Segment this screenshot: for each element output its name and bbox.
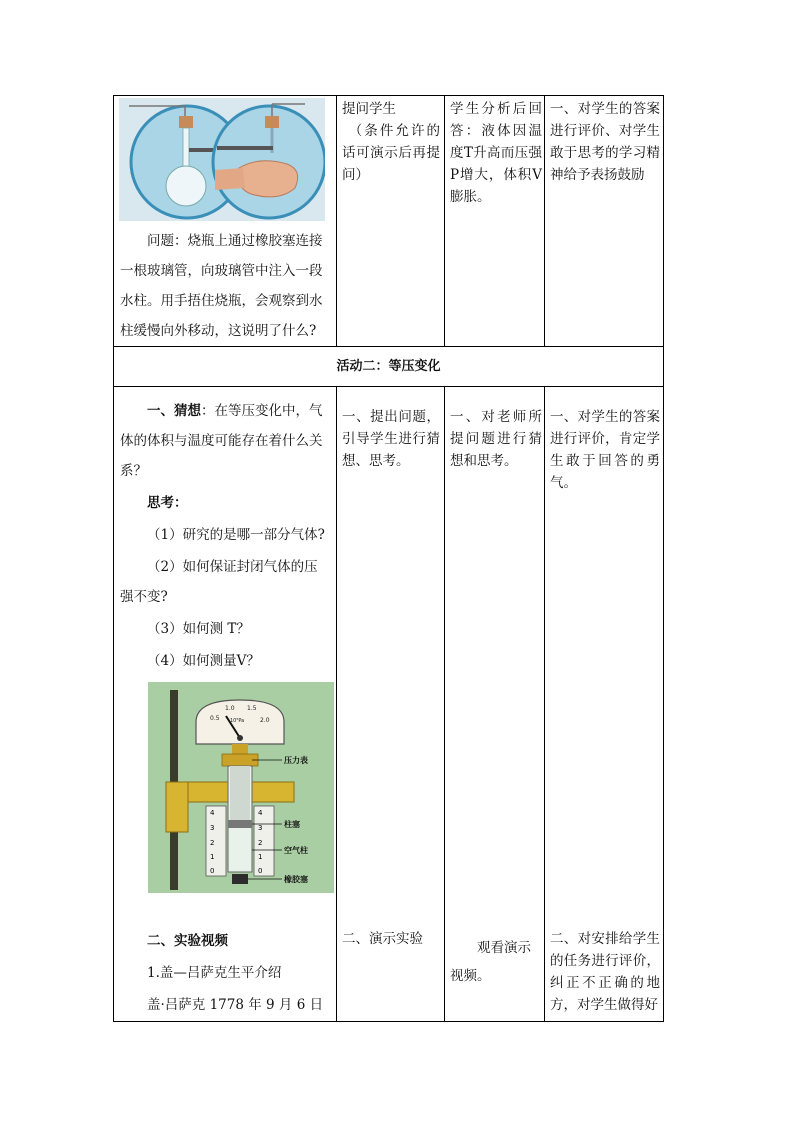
gas-law-apparatus-image [148, 682, 334, 893]
scale-right-0: 0 [258, 867, 263, 875]
row1-design-intent: 一、对学生的答案进行评价、对学生敢于思考的学习精神给予表扬鼓励 [550, 101, 660, 183]
flask-experiment-image [119, 98, 325, 221]
table-col-divider [444, 386, 445, 1021]
gauge-tick-3: 1.5 [247, 705, 257, 712]
scale-left-2: 2 [210, 839, 215, 847]
gauge-label: 压力表 [284, 756, 308, 765]
question-3: （3）如何测 T？ [147, 621, 250, 637]
row2-design-intent: 一、对学生的答案进行评价，肯定学生敢于回答的勇气。 [550, 409, 660, 491]
row1-teacher-note: （条件允许的话可演示后再提问） [342, 123, 440, 183]
table-col-divider [336, 95, 337, 346]
air-column-label: 空气柱 [284, 846, 308, 855]
table-border-right [663, 95, 664, 1022]
scale-right-1: 1 [258, 853, 263, 861]
table-row-divider [113, 346, 664, 347]
question-4: （4）如何测量V？ [147, 653, 260, 669]
row1-question: 问题：烧瓶上通过橡胶塞连接一根玻璃管，向玻璃管中注入一段水柱。用手捂住烧瓶，会观察到水柱缓慢向外移动，这说明了什么? [120, 233, 323, 339]
rubber-stopper-label: 橡胶塞 [284, 875, 308, 884]
table-col-divider [444, 95, 445, 346]
table-col-divider [544, 95, 545, 346]
table-border-top [113, 95, 664, 96]
row3-student-response: 观看演示视频。 [450, 940, 531, 984]
row1-student-response: 学生分析后回答：液体因温度T升高而压强P增大，体积V膨胀。 [450, 101, 542, 205]
guess-label: 一、猜想 [147, 403, 201, 419]
gauge-tick-1: 0.5 [210, 715, 220, 722]
table-border-bottom [113, 1021, 664, 1022]
scale-right-4: 4 [258, 809, 263, 817]
biography-text: 盖·吕萨克 1778 年 9 月 6 日 [147, 997, 324, 1013]
row2-teacher-action: 一、提出问题，引导学生进行猜想、思考。 [342, 409, 440, 469]
row1-teacher-cell [342, 98, 440, 186]
section-title: 活动二：等压变化 [336, 359, 441, 374]
scale-right-2: 2 [258, 839, 263, 847]
row2-student-response: 一、对老师所提问题进行猜想和思考。 [450, 409, 542, 469]
question-1: （1）研究的是哪一部分气体? [147, 527, 325, 543]
row1-teacher-action: 提问学生 [342, 101, 396, 117]
question-2: （2）如何保证封闭气体的压强不变? [120, 559, 318, 605]
row2-content-cell [120, 396, 331, 676]
gauge-tick-4: 2.0 [260, 717, 270, 724]
guess-text: ：在等压变化中，气体的体积与温度可能存在着什么关系？ [120, 403, 323, 479]
row3-teacher-action: 二、演示实验 [342, 931, 423, 947]
row3-content-cell [120, 926, 331, 1020]
table-row-divider [113, 386, 664, 387]
scale-left-3: 3 [210, 824, 215, 832]
scale-right-3: 3 [258, 824, 263, 832]
row3-design-intent: 二、对安排给学生的任务进行评价，纠正不正确的地方，对学生做得好 [550, 931, 660, 1013]
table-border-left [113, 95, 114, 1022]
scale-left-0: 0 [210, 867, 215, 875]
table-col-divider [336, 386, 337, 1021]
scale-left-4: 4 [210, 809, 215, 817]
biography-intro: 1.盖—吕萨克生平介绍 [147, 965, 282, 981]
think-label: 思考： [147, 495, 188, 511]
gauge-unit: 10⁵Pa [230, 718, 245, 724]
experiment-video-label: 二、实验视频 [147, 933, 228, 949]
plunger-label: 柱塞 [284, 820, 300, 829]
table-col-divider [544, 386, 545, 1021]
gauge-tick-2: 1.0 [225, 705, 235, 712]
scale-left-1: 1 [210, 853, 215, 861]
